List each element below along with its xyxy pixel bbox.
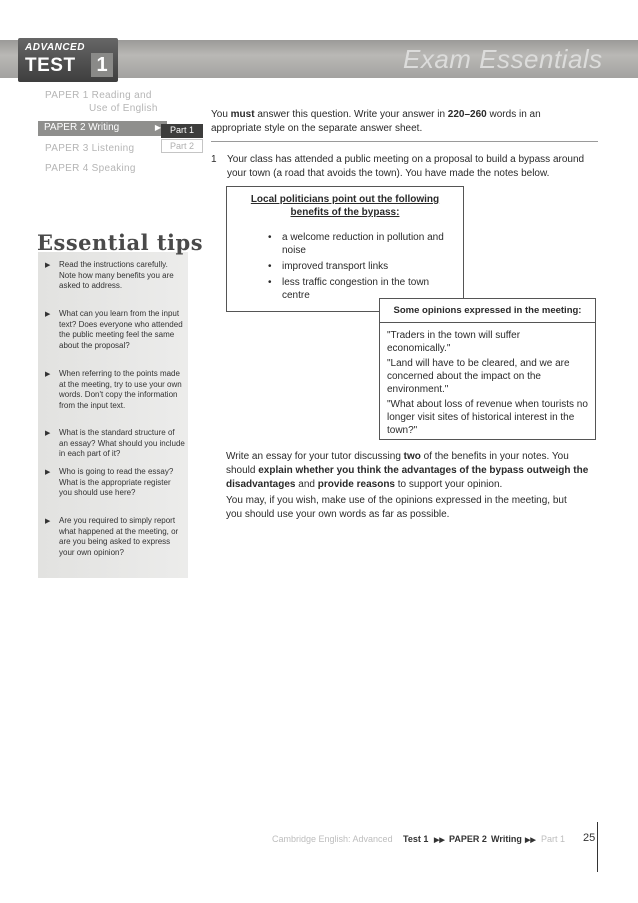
task-line-4: You may, if you wish, make use of the opinions expressed in the meeting, but	[226, 495, 567, 506]
bullet-triangle-icon: ▶	[45, 311, 51, 318]
play-arrow-icon: ▶	[154, 123, 161, 132]
badge-number: 1	[91, 53, 113, 77]
opinion-quote: "Land will have to be cleared, and we are concerned about the impact on the environment."	[387, 358, 570, 395]
task-line-5: you should use your own words as far as possible.	[226, 509, 450, 520]
bullet-triangle-icon: ▶	[45, 430, 51, 437]
footer-arrow-icon: ▶▶	[525, 837, 536, 844]
question-line-2: your town (a road that avoids the town). You have made the notes below.	[227, 168, 550, 179]
instructions-line-2: appropriate style on the separate answer sheet.	[211, 123, 423, 134]
bullet-triangle-icon: ▶	[45, 371, 51, 378]
divider	[211, 141, 598, 142]
paper-2-active	[38, 121, 167, 136]
page-number: 25	[583, 832, 596, 844]
task-line-2: should explain whether you think the advantages of the bypass outweigh the	[226, 465, 589, 476]
paper-2-label: PAPER 2 Writing	[44, 122, 120, 133]
instructions-line-1: You must answer this question. Write your answer in 220–260 words in an	[211, 109, 541, 120]
tip-item: ▶ Are you required to simply report what happened at the meeting, or are you being asked to express your own opinion?	[45, 516, 179, 557]
page-title: Exam Essentials	[403, 44, 603, 74]
bullet-triangle-icon: ▶	[45, 262, 51, 269]
footer-series: Cambridge English: Advanced	[272, 834, 393, 844]
paper-3-label: PAPER 3 Listening	[45, 143, 135, 154]
question-line-1: Your class has attended a public meeting on a proposal to build a bypass around	[227, 154, 585, 165]
paper-1-label: PAPER 1 Reading and	[45, 90, 152, 101]
opinion-quote: "Traders in the town will suffer economically."	[387, 330, 521, 354]
task-line-3: disadvantages and provide reasons to support your opinion.	[226, 479, 503, 490]
footer-writing: Writing	[491, 834, 522, 844]
task-line-1: Write an essay for your tutor discussing two of the benefits in your notes. You	[226, 451, 569, 462]
opinions-heading: Some opinions expressed in the meeting:	[380, 298, 595, 323]
bullet-triangle-icon: ▶	[45, 469, 51, 476]
badge-advanced: ADVANCED	[25, 42, 85, 53]
tip-item: ▶ When referring to the points made at the meeting, try to use your own words. Don't copy the information from the input text.	[45, 369, 182, 410]
tip-item: ▶ Read the instructions carefully. Note how many benefits you are asked to address.	[45, 260, 174, 290]
part-1-tab: Part 1	[161, 124, 203, 138]
badge-test: TEST	[25, 55, 76, 76]
paper-4-label: PAPER 4 Speaking	[45, 163, 136, 174]
footer-test: Test 1	[403, 834, 429, 844]
footer-part: Part 1	[541, 834, 566, 844]
footer-paper: PAPER 2	[449, 834, 487, 844]
footer-arrow-icon: ▶▶	[434, 837, 445, 844]
opinion-quote: "What about loss of revenue when tourists no longer visit sites of historical interest in the town?"	[387, 399, 588, 436]
notes-bullet: • a welcome reduction in pollution and noise	[268, 232, 444, 256]
page-rule	[597, 822, 598, 872]
tips-title: Essential tips	[37, 230, 204, 255]
tip-item: ▶ What is the standard structure of an essay? What should you include in each part of it?	[45, 428, 185, 458]
tip-item: ▶ Who is going to read the essay? What is the appropriate register you should use here?	[45, 467, 174, 497]
notes-bullet: • improved transport links	[268, 261, 389, 272]
notes-bullet: • less traffic congestion in the town centre	[268, 277, 430, 301]
bullet-triangle-icon: ▶	[45, 518, 51, 525]
question-number: 1	[211, 154, 217, 165]
part-2-tab: Part 2	[161, 139, 203, 153]
tip-item: ▶ What can you learn from the input text? Does everyone who attended the public meeting feel the same about the proposal?	[45, 309, 183, 350]
notes-heading: Local politicians point out the following benefits of the bypass:	[250, 194, 440, 218]
paper-1-label-cont: Use of English	[89, 103, 158, 114]
